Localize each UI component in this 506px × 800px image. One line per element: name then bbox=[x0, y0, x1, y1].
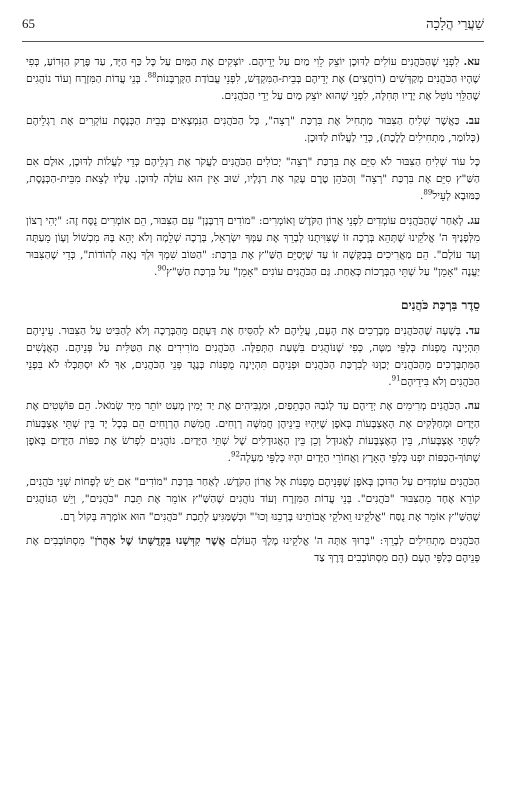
footnote-ref[interactable]: 89 bbox=[423, 188, 433, 197]
footnote-ref[interactable]: 88 bbox=[147, 71, 157, 80]
paragraph-marker: עב. bbox=[465, 114, 481, 127]
header-rule bbox=[22, 41, 484, 42]
page-body bbox=[26, 54, 480, 574]
paragraph-text: לִפְנֵי שֶׁהַכֹּהֲנִים עוֹלִים לַדּוּכָן יוֹצֵק לֵוִי מַיִם עַל יְדֵיהֶם. יוֹצְקִים אֶת הַמַּיִם עַל כָּל כַּף הַיָּד, עַד פֶּרֶק הַזְּרוֹעַ, כְּפִי שֶׁהָיוּ הַכֹּהֲנִים מְקַדְּשִׁים (רוֹחֲצִים) אֶת יְדֵיהֶם בְּבֵית-הַמִּקְדָּשׁ, לִפְנֵי עֲבוֹדַת הַקָּרְבָּנוֹת bbox=[26, 56, 480, 86]
page-header bbox=[22, 16, 484, 40]
running-title: שַׁעֲרֵי הֲלָכָה bbox=[426, 17, 484, 32]
paragraph-text: לְאַחַר שֶׁהַכֹּהֲנִים עוֹמְדִים לִפְנֵי אֲרוֹן הַקֹּדֶשׁ וְאוֹמְרִים: "מוֹדִים דְּרַבָּנָן" עִם הַצִּבּוּר, הֵם אוֹמְרִים נֻסָּח זֶה: "יְהִי רָצוֹן מִלְּפָנֶיךָ ה' אֱלֹקֵינוּ שֶׁתְּהֵא בְּרָכָה זוֹ שֶׁצִּוִּיתָנוּ לְבָרֵךְ אֶת עַמְּךָ יִשְׂרָאֵל, בְּרָכָה שְׁלֵמָה וְלֹא יְהֵא בָּהּ מִכְשׁוֹל וְעָוֹן מֵעַתָּה וְעַד עוֹלָם". הֵם מַאֲרִיכִים בְּבַקָּשָׁה זוֹ עַד שֶׁיְּסַיֵּם הַשַּׁ"ץ אֶת בִּרְכַּת: "הַטּוֹב שִׁמְךָ וּלְךָ נָאֶה לְהוֹדוֹת", כְּדֵי שֶׁהַצִּבּוּר יַעֲנֶה "אָמֵן" עַל שְׁתֵּי הַבְּרָכוֹת כְּאַחַת. גַּם הַכֹּהֲנִים עוֹנִים "אָמֵן" עַל בִּרְכַּת הַשַּׁ"ץ bbox=[26, 214, 480, 279]
paragraph-text-tail: . bbox=[388, 376, 392, 389]
section-heading: סֵדֶר בִּרְכַּת כֹּהֲנִים bbox=[400, 298, 480, 313]
paragraph-text: הַכֹּהֲנִים מְרִימִים אֶת יְדֵיהֶם עַד לְגֹבַהּ הַכְּתֵפַיִם, וּמַגְבִּיהִים אֶת יַד יָמִין מְעַט יוֹתֵר מִיַּד שְׂמֹאל. הֵם פּוֹשְׁטִים אֶת הַיָּדַיִם וּמְחַלְּקִים אֶת הָאֶצְבָּעוֹת בְּאֹפֶן שֶׁיִּהְיוּ בֵּינֵיהֶן חֲמִשָּׁה רְוָחִים. חֲמִשַּׁת הָרְוָחִים הֵם בְּכָל יָד בֵּין שְׁתֵּי אֶצְבָּעוֹת לִשְׁתֵּי אֶצְבָּעוֹת, בֵּין הָאֶצְבָּעוֹת לָאֲגוּדָל וְכֵן בֵּין הָאֲגוּדָלִים שֶׁל שְׁתֵּי הַיָּדַיִם. נוֹהֲגִים לִפְרֹשׂ אֶת כַּפּוֹת הַיָּדַיִם בְּאֹפֶן שֶׁתּוֹךְ-הַכַּפּוֹת יִפְנוּ כְּלַפֵּי הָאָרֶץ וַאֲחוֹרֵי הַיָּדַיִם יִהְיוּ כְּלַפֵּי מַעְלָה bbox=[26, 400, 480, 465]
paragraph-text-tail: . bbox=[154, 266, 158, 279]
paragraph-75-cont2 bbox=[26, 533, 480, 567]
paragraph-marker: עא. bbox=[463, 56, 480, 68]
paragraph-text: הַכֹּהֲנִים מַתְחִילִים לְבָרֵךְ: "בָּרוּךְ אַתָּה ה' אֱלֹקֵינוּ מֶלֶךְ הָעוֹלָם bbox=[230, 534, 480, 547]
paragraph-text: כָּל עוֹד שְׁלִיחַ הַצִּבּוּר לֹא סִיֵּם אֶת בִּרְכַּת "רְצֵה" יְכוֹלִים הַכֹּהֲנִים לַעֲקֹר אֶת רַגְלֵיהֶם כְּדֵי לַעֲלוֹת לַדּוּכָן, אוּלָם אִם הַשַּׁ"ץ סִיֵּם אֶת בִּרְכַּת "רְצֵה" וְהַכֹּהֵן טֶרֶם עָקַר אֶת רַגְלָיו, שׁוּב אֵין הוּא עוֹלֶה לַדּוּכָן. עָלָיו לָצֵאת מִבֵּית-הַכְּנֶסֶת, כַּמּוּבָא לְעֵיל bbox=[26, 156, 480, 203]
paragraph-marker: עג. bbox=[466, 214, 480, 227]
paragraph-text: הַכֹּהֲנִים עוֹמְדִים עַל הַדּוּכָן בְּאֹפֶן שֶׁפְּנֵיהֶם מֻפְנוֹת אֶל אֲרוֹן הַקֹּדֶשׁ. לְאַחַר בִּרְכַּת "מוֹדִים" אִם יֵשׁ לְפָחוֹת שְׁנֵי כֹּהֲנִים, קוֹרֵא אֶחָד מֵהַצִּבּוּר "כֹּהֲנִים". בְּנֵי עֲדוֹת הַמִּזְרָח וְעוֹד נוֹהֲגִים שֶׁהַשַּׁ"ץ אוֹמֵר אֶת תֵּבַת "כֹּהֲנִים", וְיֵשׁ הַנּוֹהֲגִים שֶׁהַשַּׁ"ץ אוֹמֵר אֶת נֻסַּח "אֱלֹקֵינוּ וֵאלֹקֵי אֲבוֹתֵינוּ בָּרְכֵנוּ וְכוּ'" וּכְשֶׁמַּגִּיעַ לְתֵבַת "כֹּהֲנִים" הוּא אוֹמְרָהּ בְּקוֹל רָם. bbox=[26, 476, 480, 523]
paragraph-75 bbox=[26, 398, 480, 467]
paragraph-text-tail: " מִסְתּוֹבְבִים אֶת פְּנֵיהֶם כְּלַפֵּי הָעָם (הֵם מִסְתּוֹבְבִים דֶּרֶךְ צַד bbox=[26, 534, 480, 565]
paragraph-text-tail: . bbox=[227, 452, 232, 465]
paragraph-75-cont bbox=[26, 474, 480, 526]
paragraph-71 bbox=[26, 54, 480, 106]
paragraph-marker: עד. bbox=[465, 324, 480, 337]
paragraph-72-cont bbox=[26, 154, 480, 206]
footnote-ref[interactable]: 92 bbox=[231, 450, 240, 459]
paragraph-72 bbox=[26, 113, 480, 147]
paragraph-text-tail: . בְּנֵי עֲדוֹת הַמִּזְרָח וְעוֹד נוֹהֲגִים שֶׁהַלֵּוִי נוֹטֵל אֶת יָדָיו תְּחִלָּה, לִפְנֵי שֶׁהוּא יוֹצֵק מַיִם עַל יְדֵי הַכֹּהֲנִים. bbox=[26, 73, 480, 103]
bold-blessing-text: אֲשֶׁר קִדְּשָׁנוּ בִּקְדֻשָּׁתוֹ שֶׁל אַהֲרֹן bbox=[94, 534, 231, 547]
paragraph-marker: עה. bbox=[464, 400, 480, 413]
paragraph-text: כַּאֲשֶׁר שְׁלִיחַ הַצִּבּוּר מַתְחִיל אֶת בִּרְכַּת "רְצֵה", כָּל הַכֹּהֲנִים הַנִּמְצָאִים בְּבֵית הַכְּנֶסֶת עוֹקְרִים אֶת רַגְלֵיהֶם (כְּלוֹמַר, מַתְחִילִים לָלֶכֶת), כְּדֵי לַעֲלוֹת לַדּוּכָן. bbox=[26, 114, 480, 144]
page-number: 65 bbox=[22, 16, 35, 31]
footnote-ref[interactable]: 91 bbox=[391, 374, 401, 383]
paragraph-text-tail: . bbox=[420, 190, 424, 203]
paragraph-74 bbox=[26, 323, 480, 392]
paragraph-text: בְּשָׁעָה שֶׁהַכֹּהֲנִים מְבָרְכִים אֶת הָעָם, עֲלֵיהֶם לֹא לְהַסִּיחַ אֶת דַּעְתָּם מֵהַבְּרָכָה וְלֹא לְהַבִּיט עַל הַצִּבּוּר. עֵינֵיהֶם תִּהְיֶינָה מֻפְנוֹת כְּלַפֵּי מַטָּה, כְּפִי שֶׁנּוֹהֲגִים בִּשְׁעַת הַתְּפִלָּה. הַכֹּהֲנִים מוֹרִידִים אֶת הַטַּלִּית עַל פְּנֵיהֶם. הָאֲנָשִׁים הַמִּתְבָּרְכִים מֵהַכֹּהֲנִים יְכַוְּנוּ לְבִרְכַּת הַכֹּהֲנִים וּפְנֵיהֶם תִּהְיֶינָה מֻפְנוֹת כְּנֶגֶד פְּנֵי הַכֹּהֲנִים, אַךְ לֹא יִסְתַּכְּלוּ לֹא בִּפְנֵי הַכֹּהֲנִים וְלֹא בִּידֵיהֶם bbox=[26, 324, 480, 389]
paragraph-73 bbox=[26, 213, 480, 282]
footnote-ref[interactable]: 90 bbox=[157, 264, 167, 273]
